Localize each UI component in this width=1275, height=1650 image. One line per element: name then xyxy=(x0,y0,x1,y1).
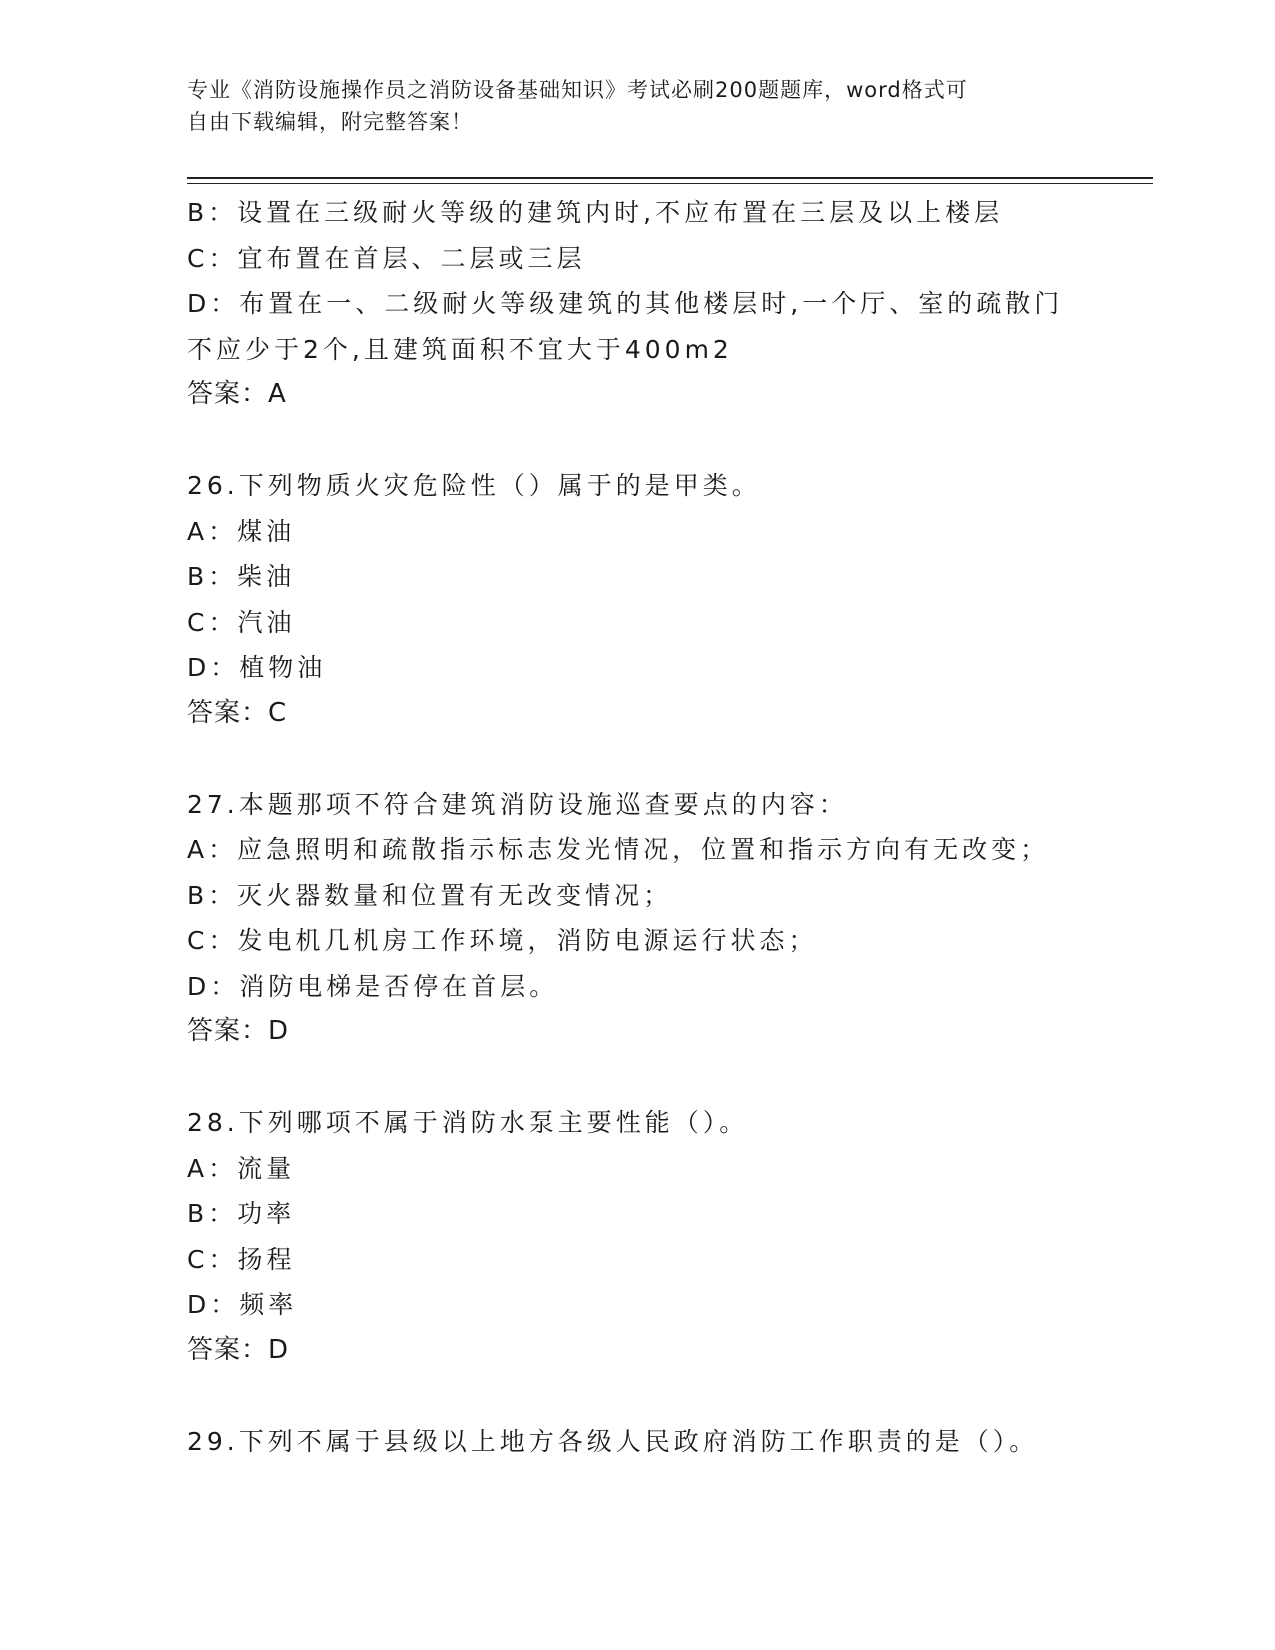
option-a: A：流量 xyxy=(187,1153,296,1183)
option-a: A：应急照明和疏散指示标志发光情况，位置和指示方向有无改变； xyxy=(187,835,1050,864)
option-c: C：汽油 xyxy=(187,607,296,637)
spacer xyxy=(187,736,1087,782)
option-line: D：布置在一、二级耐火等级建筑的其他楼层时,一个厅、室的疏散门 xyxy=(187,289,1064,318)
answer-line: 答案：C xyxy=(187,697,288,728)
option-line: B：设置在三级耐火等级的建筑内时,不应布置在三层及以上楼层 xyxy=(187,198,1004,227)
option-c: C：扬程 xyxy=(187,1244,296,1274)
page-header xyxy=(187,74,1067,138)
header-line-2: 自由下载编辑，附完整答案！ xyxy=(187,110,473,134)
spacer xyxy=(187,1373,1087,1419)
option-line: C：宜布置在首层、二层或三层 xyxy=(187,243,586,273)
question-25-continuation xyxy=(187,190,1087,418)
question-stem: 28.下列哪项不属于消防水泵主要性能（）。 xyxy=(187,1108,749,1137)
question-stem: 27.本题那项不符合建筑消防设施巡查要点的内容： xyxy=(187,789,848,819)
header-line-1: 专业《消防设施操作员之消防设备基础知识》考试必刷200题题库，word格式可 xyxy=(187,78,968,102)
option-b: B：柴油 xyxy=(187,562,296,591)
question-29 xyxy=(187,1419,1087,1465)
option-d: D：植物油 xyxy=(187,653,327,682)
option-b: B：功率 xyxy=(187,1199,296,1228)
option-line: 不应少于2个,且建筑面积不宜大于400m2 xyxy=(187,334,733,364)
answer-line: 答案：D xyxy=(187,1334,290,1365)
question-content xyxy=(187,190,1087,1464)
spacer xyxy=(187,1055,1087,1101)
header-divider-thin xyxy=(187,183,1153,184)
question-stem: 29.下列不属于县级以上地方各级人民政府消防工作职责的是（）。 xyxy=(187,1426,1039,1456)
option-d: D：频率 xyxy=(187,1290,298,1319)
option-b: B：灭火器数量和位置有无改变情况； xyxy=(187,880,673,910)
question-28 xyxy=(187,1100,1087,1373)
answer-line: 答案：D xyxy=(187,1016,290,1046)
answer-line: 答案：A xyxy=(187,379,287,409)
question-26 xyxy=(187,463,1087,736)
option-d: D：消防电梯是否停在首层。 xyxy=(187,971,559,1001)
option-a: A：煤油 xyxy=(187,516,296,546)
question-27 xyxy=(187,782,1087,1055)
option-c: C：发电机几机房工作环境，消防电源运行状态； xyxy=(187,926,818,955)
question-stem: 26.下列物质火灾危险性（）属于的是甲类。 xyxy=(187,471,761,500)
header-divider-thick xyxy=(187,177,1153,179)
spacer xyxy=(187,418,1087,464)
